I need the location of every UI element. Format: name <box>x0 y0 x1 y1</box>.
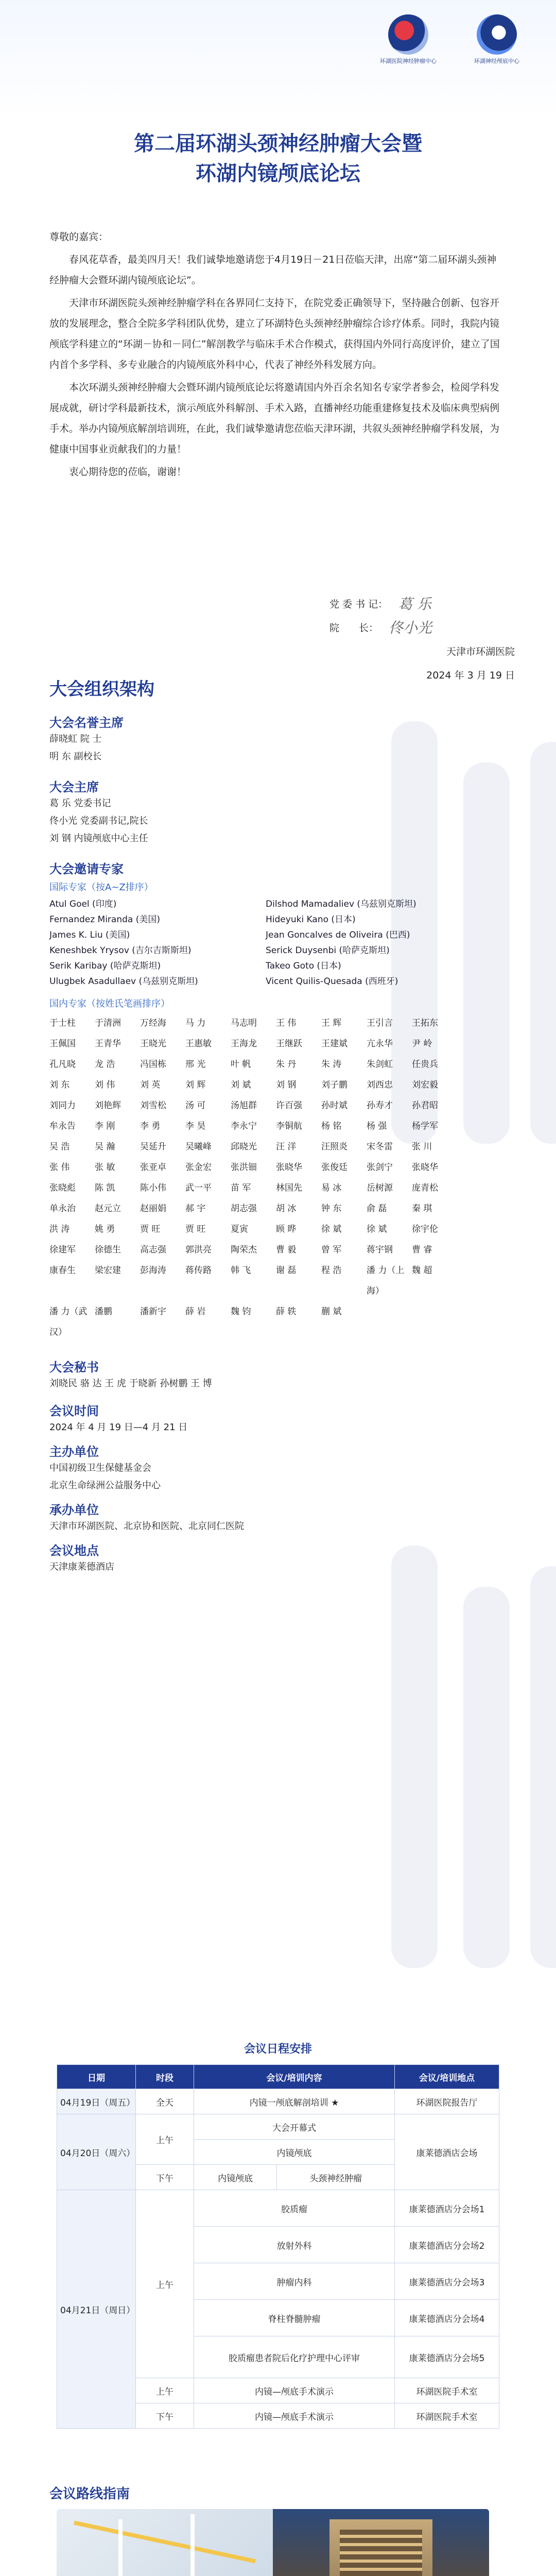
signature-org: 天津市环湖医院 <box>446 646 515 657</box>
domestic-expert-item: 岳树源 <box>367 1183 393 1193</box>
dean-signature: 佟小光 <box>389 619 432 636</box>
title-line-1: 第二届环湖头颈神经肿瘤大会暨 <box>134 132 422 156</box>
domestic-expert-item: 林国先 <box>276 1183 302 1193</box>
domestic-expert-item: 谢 磊 <box>276 1265 297 1276</box>
logo-skull-base <box>458 14 535 87</box>
logo-mark-icon <box>477 14 517 55</box>
domestic-expert-item: 徐德生 <box>95 1245 121 1255</box>
domestic-expert-item: 魏 超 <box>412 1265 432 1276</box>
domestic-expert-item: 亢永华 <box>367 1039 393 1049</box>
intl-expert-item: Ulugbek Asadullaev (乌兹别克斯坦) <box>49 976 198 987</box>
table-header-cell: 会议/培训内容 <box>194 2065 395 2089</box>
date-cell: 04月19日（周五） <box>57 2089 136 2114</box>
domestic-expert-item: 刘 斌 <box>231 1080 251 1090</box>
chair-item: 佟小光 党委副书记,院长 <box>49 816 148 826</box>
domestic-expert-item: 潘 力（武汉） <box>49 1307 88 1337</box>
organizer-value: 天津市环湖医院、北京协和医院、北京同仁医院 <box>49 1521 244 1532</box>
intl-expert-item: Hideyuki Kano (日本) <box>266 914 356 925</box>
location-cell: 康莱德酒店分会场3 <box>395 2263 499 2300</box>
route-map <box>57 2509 273 2576</box>
chair-heading: 大会主席 <box>49 780 99 794</box>
invited-experts-heading: 大会邀请专家 <box>49 862 124 876</box>
domestic-expert-item: 张俊廷 <box>321 1162 348 1173</box>
domestic-expert-item: 王 伟 <box>276 1018 297 1028</box>
domestic-expert-item: 郭洪亮 <box>185 1245 212 1255</box>
content-cell: 大会开幕式 <box>194 2114 395 2140</box>
domestic-expert-item: 杨 铭 <box>321 1121 342 1131</box>
content-cell: 胶质瘤 <box>194 2190 395 2227</box>
domestic-expert-item: 汪 洋 <box>276 1142 297 1152</box>
domestic-expert-item: 马志明 <box>231 1018 257 1028</box>
route-title: 会议路线指南 <box>49 2486 130 2502</box>
domestic-expert-item: 刘宏毅 <box>412 1080 438 1090</box>
letter-paragraph: 本次环湖头颈神经肿瘤大会暨环湖内镜颅底论坛将邀请国内外百余名知名专家学者参会，检阅学科发展成就，研讨学科最新技术，演示颅底外科解剖、手术入路，直播神经功能重建修复技术及临床典型病例手术。举办内镜颅底解剖培训班，在此，我们诚挚邀请您莅临天津环湖，共叙头颈神经肿瘤学科发展，为健康中国事业贡献我们的力量！ <box>49 382 500 455</box>
domestic-expert-item: 洪 涛 <box>49 1224 70 1234</box>
organizer-heading: 承办单位 <box>49 1503 99 1517</box>
table-header-cell: 日期 <box>57 2065 136 2089</box>
domestic-expert-item: 程 浩 <box>321 1265 342 1276</box>
content-cell: 脊柱脊髓肿瘤 <box>194 2300 395 2336</box>
invitation-letter <box>49 227 502 484</box>
host-item: 北京生命绿洲公益服务中心 <box>49 1480 161 1491</box>
honorary-chair-item: 薛晓虹 院 士 <box>49 734 102 744</box>
domestic-experts-list <box>49 1013 513 1343</box>
domestic-expert-item: 俞 磊 <box>367 1204 387 1214</box>
org-section-title: 大会组织架构 <box>49 679 154 700</box>
domestic-expert-item: 张亚卓 <box>140 1162 166 1173</box>
domestic-expert-item: 邱晓光 <box>231 1142 257 1152</box>
period-cell: 全天 <box>136 2089 194 2114</box>
location-cell: 康莱德酒店分会场1 <box>395 2190 499 2227</box>
schedule-section <box>57 2040 499 2429</box>
domestic-expert-item: 曾 军 <box>321 1245 342 1255</box>
domestic-expert-item: 陈 凯 <box>95 1183 115 1193</box>
domestic-expert-item: 朱剑虹 <box>367 1059 393 1070</box>
period-cell: 上午 <box>136 2114 194 2165</box>
domestic-expert-item: 马 力 <box>185 1018 206 1028</box>
domestic-expert-item: 胡志强 <box>231 1204 257 1214</box>
domestic-expert-item: 于清洲 <box>95 1018 121 1028</box>
domestic-expert-item: 薛 岩 <box>185 1307 206 1317</box>
host-heading: 主办单位 <box>49 1445 99 1459</box>
domestic-expert-item: 贾 旺 <box>140 1224 161 1234</box>
domestic-expert-item: 赵元立 <box>95 1204 121 1214</box>
domestic-expert-item: 朱 涛 <box>321 1059 342 1070</box>
domestic-expert-item: 夏寅 <box>231 1224 248 1234</box>
chair-item: 刘 钢 内镜颅底中心主任 <box>49 833 148 844</box>
domestic-expert-item: 彭海涛 <box>140 1265 166 1276</box>
domestic-expert-item: 叶 帆 <box>231 1059 251 1070</box>
period-cell: 下午 <box>136 2165 194 2190</box>
domestic-expert-item: 徐建军 <box>49 1245 76 1255</box>
intl-expert-item: Jean Goncalves de Oliveira (巴西) <box>266 930 410 940</box>
domestic-expert-item: 吴 瀚 <box>95 1142 115 1152</box>
host-item: 中国初级卫生保健基金会 <box>49 1463 151 1473</box>
intl-expert-item: James K. Liu (美国) <box>49 930 130 940</box>
domestic-expert-item: 于士柱 <box>49 1018 76 1028</box>
domestic-expert-item: 王佩国 <box>49 1039 76 1049</box>
hotel-photo <box>273 2509 489 2576</box>
schedule-table <box>57 2064 499 2429</box>
party-secretary-label: 党 委 书 记： <box>329 599 388 610</box>
domestic-expert-item: 宋冬雷 <box>367 1142 393 1152</box>
location-cell: 环湖医院手术室 <box>395 2403 499 2429</box>
domestic-expert-item: 张晓彪 <box>49 1183 76 1193</box>
content-cell: 内镜—颅底手术演示 <box>194 2378 395 2403</box>
letter-paragraph: 春风花草香，最美四月天！我们诚挚地邀请您于4月19日－21日莅临天津，出席“第二届环湖头颈神经肿瘤大会暨环湖内镜颅底论坛”。 <box>49 254 497 286</box>
organization-section <box>49 675 513 1576</box>
domestic-expert-item: 吴曦峰 <box>185 1142 212 1152</box>
domestic-expert-item: 许百强 <box>276 1100 302 1111</box>
domestic-expert-item: 王 辉 <box>321 1018 342 1028</box>
content-cell: 肿瘤内科 <box>194 2263 395 2300</box>
logo-caption: 环湖神经颅底中心 <box>474 58 519 64</box>
content-cell: 内镜颅底 <box>194 2165 277 2190</box>
table-header-row <box>57 2065 499 2089</box>
domestic-expert-item: 李 刚 <box>95 1121 115 1131</box>
route-section <box>49 2483 502 2502</box>
domestic-expert-item: 孙时斌 <box>321 1100 348 1111</box>
domestic-expert-item: 冯国栋 <box>140 1059 166 1070</box>
logo-caption: 环湖医院神经肿瘤中心 <box>380 58 437 64</box>
domestic-expert-item: 张洪钿 <box>231 1162 257 1173</box>
domestic-expert-item: 孔凡晓 <box>49 1059 76 1070</box>
domestic-expert-item: 刘子鹏 <box>321 1080 348 1090</box>
intl-expert-item: Vicent Quilis-Quesada (西班牙) <box>266 976 398 987</box>
location-cell: 环湖医院报告厅 <box>395 2089 499 2114</box>
domestic-expert-item: 汪照炎 <box>321 1142 348 1152</box>
domestic-experts-label: 国内专家（按姓氏笔画排序） <box>49 998 170 1009</box>
date-cell: 04月21日（周日） <box>57 2190 136 2429</box>
domestic-expert-item: 刘 东 <box>49 1080 70 1090</box>
title-line-2: 环湖内镜颅底论坛 <box>196 162 360 185</box>
domestic-expert-item: 梁宏建 <box>95 1265 121 1276</box>
domestic-expert-item: 陶荣杰 <box>231 1245 257 1255</box>
domestic-expert-item: 任贵兵 <box>412 1059 438 1070</box>
content-cell: 胶质瘤患者院后化疗护理中心评审 <box>194 2336 395 2378</box>
domestic-expert-item: 王青华 <box>95 1039 121 1049</box>
watermark-graphic <box>360 1546 556 2009</box>
schedule-title: 会议日程安排 <box>244 2043 312 2056</box>
table-row <box>57 2114 499 2140</box>
intl-experts-list <box>49 896 513 989</box>
time-value: 2024 年 4 月 19 日—4 月 21 日 <box>49 1422 188 1433</box>
domestic-expert-item: 潘 力（上海） <box>367 1265 405 1296</box>
intl-expert-item: Atul Goel (印度) <box>49 899 117 909</box>
domestic-expert-item: 胡 冰 <box>276 1204 297 1214</box>
location-cell: 康莱德酒店分会场4 <box>395 2300 499 2336</box>
domestic-expert-item: 易 冰 <box>321 1183 342 1193</box>
location-cell: 康莱德酒店分会场2 <box>395 2227 499 2263</box>
domestic-expert-item: 邢 光 <box>185 1059 206 1070</box>
time-heading: 会议时间 <box>49 1404 99 1418</box>
party-secretary-signature: 葛 乐 <box>398 596 432 613</box>
domestic-expert-item: 龙 浩 <box>95 1059 115 1070</box>
intl-expert-item: Keneshbek Yrysov (吉尔吉斯斯坦) <box>49 945 192 956</box>
venue-heading: 会议地点 <box>49 1544 99 1558</box>
domestic-expert-item: 张 伟 <box>49 1162 70 1173</box>
content-cell: 头颈神经肿瘤 <box>277 2165 395 2190</box>
page-title <box>0 129 556 189</box>
content-cell: 内镜颅底 <box>194 2140 395 2165</box>
domestic-expert-item: 刘艳辉 <box>95 1100 121 1111</box>
letter-greeting: 尊敬的嘉宾： <box>49 231 109 243</box>
domestic-expert-item: 王引言 <box>367 1018 393 1028</box>
domestic-expert-item: 潘鹏 <box>95 1307 112 1317</box>
domestic-expert-item: 薛 轶 <box>276 1307 297 1317</box>
domestic-expert-item: 徐 斌 <box>321 1224 342 1234</box>
domestic-expert-item: 孙寿才 <box>367 1100 393 1111</box>
domestic-expert-item: 张晓华 <box>412 1162 438 1173</box>
secretary-heading: 大会秘书 <box>49 1360 99 1375</box>
domestic-expert-item: 李永宁 <box>231 1121 257 1131</box>
domestic-expert-item: 韩 飞 <box>231 1265 251 1276</box>
domestic-expert-item: 吴 浩 <box>49 1142 70 1152</box>
intl-expert-item: Takeo Goto (日本) <box>266 961 341 971</box>
domestic-expert-item: 王惠敏 <box>185 1039 212 1049</box>
content-cell: 内镜—颅底手术演示 <box>194 2403 395 2429</box>
page-header <box>0 0 556 118</box>
table-header-cell: 会议/培训地点 <box>395 2065 499 2089</box>
domestic-expert-item: 顾 晔 <box>276 1224 297 1234</box>
domestic-expert-item: 刘同力 <box>49 1100 76 1111</box>
domestic-expert-item: 孙君昭 <box>412 1100 438 1111</box>
table-header-cell: 时段 <box>136 2065 194 2089</box>
domestic-expert-item: 张 川 <box>412 1142 432 1152</box>
domestic-expert-item: 王晓光 <box>140 1039 166 1049</box>
table-row <box>57 2089 499 2114</box>
domestic-expert-item: 郝 宇 <box>185 1204 206 1214</box>
domestic-expert-item: 张剑宁 <box>367 1162 393 1173</box>
intl-expert-item: Serik Karibay (哈萨克斯坦) <box>49 961 161 971</box>
domestic-expert-item: 赵丽娟 <box>140 1204 166 1214</box>
domestic-expert-item: 王建斌 <box>321 1039 348 1049</box>
domestic-expert-item: 庞青松 <box>412 1183 438 1193</box>
domestic-expert-item: 刘西忠 <box>367 1080 393 1090</box>
domestic-expert-item: 王继跃 <box>276 1039 302 1049</box>
table-row <box>57 2190 499 2227</box>
domestic-expert-item: 武一平 <box>185 1183 212 1193</box>
domestic-expert-item: 张 敏 <box>95 1162 115 1173</box>
intl-expert-item: Dilshod Mamadaliev (乌兹别克斯坦) <box>266 899 416 909</box>
secretary-list: 刘晓民 骆 达 王 虎 于晓新 孙树鹏 王 博 <box>49 1378 212 1389</box>
domestic-expert-item: 徐 斌 <box>367 1224 387 1234</box>
domestic-expert-item: 刘雪松 <box>140 1100 166 1111</box>
chair-item: 葛 乐 党委书记 <box>49 798 111 809</box>
logo-mark-icon <box>388 14 428 55</box>
content-cell: 放射外科 <box>194 2227 395 2263</box>
domestic-expert-item: 蒯 斌 <box>321 1307 342 1317</box>
honorary-chair-item: 明 东 副校长 <box>49 751 102 762</box>
period-cell: 上午 <box>136 2190 194 2378</box>
location-cell: 康莱德酒店分会场5 <box>395 2336 499 2378</box>
domestic-expert-item: 单永治 <box>49 1204 76 1214</box>
domestic-expert-item: 杨 强 <box>367 1121 387 1131</box>
date-cell: 04月20日（周六） <box>57 2114 136 2190</box>
location-cell: 康莱德酒店会场 <box>395 2114 499 2190</box>
domestic-expert-item: 蒋宇钢 <box>367 1245 393 1255</box>
domestic-expert-item: 万经海 <box>140 1018 166 1028</box>
domestic-expert-item: 姚 勇 <box>95 1224 115 1234</box>
domestic-expert-item: 刘 辉 <box>185 1080 206 1090</box>
domestic-expert-item: 李 昊 <box>185 1121 206 1131</box>
venue-value: 天津康莱德酒店 <box>49 1562 114 1572</box>
domestic-expert-item: 苗 军 <box>231 1183 251 1193</box>
domestic-expert-item <box>412 1301 457 1343</box>
signature-block <box>329 592 515 687</box>
domestic-expert-item: 刘 伟 <box>95 1080 115 1090</box>
domestic-expert-item: 刘 英 <box>140 1080 161 1090</box>
letter-paragraph: 天津市环湖医院头颈神经肿瘤学科在各界同仁支持下，在院党委正确领导下，坚持融合创新、包容开放的发展理念，整合全院多学科团队优势，建立了环湖特色头颈神经肿瘤综合诊疗体系。同时，我院内镜颅底学科建立的“环湖－协和－同仁”解剖教学与临床手术合作模式，获得国内外同行高度评价，建立了国内首个多学科、多专业融合的内镜颅底外科中心，代表了神经外科发展方向。 <box>49 297 500 370</box>
domestic-expert-item: 魏 钧 <box>231 1307 251 1317</box>
domestic-expert-item: 钟 东 <box>321 1204 342 1214</box>
signature-date: 2024 年 3 月 19 日 <box>426 670 515 681</box>
intl-experts-label: 国际专家（按A~Z排序） <box>49 882 153 893</box>
logo-group <box>370 14 535 87</box>
domestic-expert-item: 徐宇伦 <box>412 1224 438 1234</box>
domestic-expert-item: 朱 丹 <box>276 1059 297 1070</box>
domestic-expert-item <box>367 1301 412 1343</box>
domestic-expert-item: 牟永告 <box>49 1121 76 1131</box>
intl-expert-item: Serick Duysenbi (哈萨克斯坦) <box>266 945 390 956</box>
intl-expert-item: Fernandez Miranda (美国) <box>49 914 160 925</box>
domestic-expert-item: 蒋传路 <box>185 1265 212 1276</box>
logo-neuro-oncology <box>370 14 447 87</box>
domestic-expert-item: 王海龙 <box>231 1039 257 1049</box>
domestic-expert-item: 李 勇 <box>140 1121 161 1131</box>
domestic-expert-item: 汤旭群 <box>231 1100 257 1111</box>
domestic-expert-item: 张晓华 <box>276 1162 302 1173</box>
domestic-expert-item: 康春生 <box>49 1265 76 1276</box>
domestic-expert-item: 高志强 <box>140 1245 166 1255</box>
period-cell: 上午 <box>136 2378 194 2403</box>
domestic-expert-item: 曹 毅 <box>276 1245 297 1255</box>
honorary-chair-heading: 大会名誉主席 <box>49 716 124 730</box>
domestic-expert-item: 秦 琪 <box>412 1204 432 1214</box>
domestic-expert-item: 王拓东 <box>412 1018 438 1028</box>
domestic-expert-item: 尹 岭 <box>412 1039 432 1049</box>
dean-label: 院 长： <box>329 622 379 634</box>
domestic-expert-item: 汤 可 <box>185 1100 206 1111</box>
route-images <box>57 2509 489 2576</box>
domestic-expert-item: 陈小伟 <box>140 1183 166 1193</box>
domestic-expert-item: 李铜航 <box>276 1121 302 1131</box>
domestic-expert-item: 贾 旺 <box>185 1224 206 1234</box>
domestic-expert-item: 张金宏 <box>185 1162 212 1173</box>
domestic-expert-item: 吴延升 <box>140 1142 166 1152</box>
content-cell: 内镜一颅底解剖培训 ★ <box>194 2089 395 2114</box>
domestic-expert-item: 刘 钢 <box>276 1080 297 1090</box>
location-cell: 环湖医院手术室 <box>395 2378 499 2403</box>
period-cell: 下午 <box>136 2403 194 2429</box>
domestic-expert-item: 曹 睿 <box>412 1245 432 1255</box>
domestic-expert-item: 潘新宇 <box>140 1307 166 1317</box>
letter-paragraph: 衷心期待您的莅临，谢谢！ <box>69 466 187 478</box>
domestic-expert-item: 杨学军 <box>412 1121 438 1131</box>
